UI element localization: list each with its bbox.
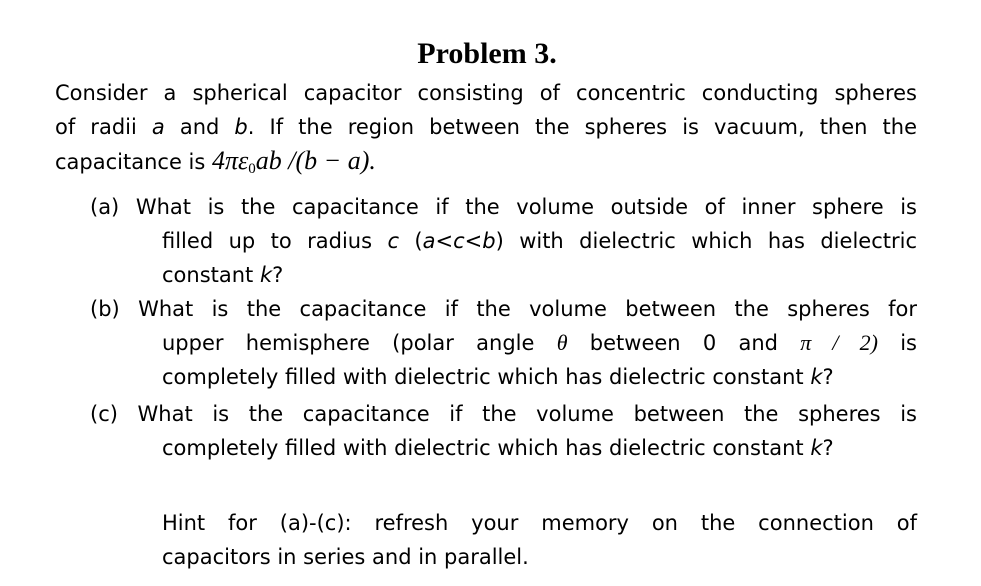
theta-symbol: θ xyxy=(556,330,568,355)
part-text: filled up to radius xyxy=(162,229,388,253)
problem-title: Problem 3. xyxy=(417,37,557,70)
part-text: ? xyxy=(272,263,284,287)
part-c-line-1: (c) What is the capacitance if the volume between the spheres is xyxy=(90,402,917,426)
intro-line-3 xyxy=(55,146,376,177)
part-text: constant xyxy=(162,263,260,287)
part-a-line-1: (a) What is the capacitance if the volume outside of inner sphere is xyxy=(90,195,917,219)
hint-paragraph xyxy=(162,506,917,574)
formula-subscript: 0 xyxy=(248,161,256,177)
variable-k: k xyxy=(810,436,823,460)
part-text: upper hemisphere (polar angle xyxy=(162,331,557,355)
part-text: between 0 and xyxy=(567,331,801,355)
intro-text: . If the region between the spheres is vacuum, then the xyxy=(247,115,918,139)
capacitance-formula xyxy=(212,146,376,175)
part-text: completely filled with dielectric which has dielectric constant xyxy=(162,436,811,460)
part-text: ? xyxy=(822,365,834,389)
hint-line-1: Hint for (a)-(c): refresh your memory on the connection of xyxy=(162,511,917,535)
formula-main: 4πε xyxy=(212,146,249,175)
part-a-line-3 xyxy=(90,258,917,292)
inequality: a<c<b xyxy=(422,229,496,253)
variable-c: c xyxy=(387,229,400,253)
part-a xyxy=(90,190,917,292)
variable-k: k xyxy=(810,365,823,389)
intro-line-1: Consider a spherical capacitor consisting of concentric conducting spheres xyxy=(55,81,917,105)
part-b-line-3 xyxy=(90,360,917,394)
part-b-line-1: (b) What is the capacitance if the volume between the spheres for xyxy=(90,297,917,321)
formula-rest: ab /(b − a). xyxy=(255,146,376,175)
part-text: completely filled with dielectric which has dielectric constant xyxy=(162,365,811,389)
intro-text: of radii xyxy=(55,115,152,139)
intro-line-2 xyxy=(55,110,917,144)
part-text: ) with dielectric which has dielectric xyxy=(495,229,917,253)
intro-text: capacitance is xyxy=(55,150,212,174)
intro-text: and xyxy=(164,115,235,139)
part-text: ( xyxy=(399,229,423,253)
hint-line-2: capacitors in series and in parallel. xyxy=(162,545,529,569)
variable-a: a xyxy=(151,115,165,139)
variable-k: k xyxy=(259,263,273,287)
intro-paragraph xyxy=(55,76,917,179)
part-c-line-2 xyxy=(90,431,917,465)
part-a-line-2 xyxy=(90,224,917,258)
part-c xyxy=(90,397,917,465)
part-b-line-2 xyxy=(90,326,917,360)
pi-over-two: π / 2) xyxy=(800,330,878,355)
part-text: ? xyxy=(822,436,834,460)
part-text: is xyxy=(877,331,917,355)
variable-b: b xyxy=(234,115,248,139)
part-b xyxy=(90,292,917,394)
